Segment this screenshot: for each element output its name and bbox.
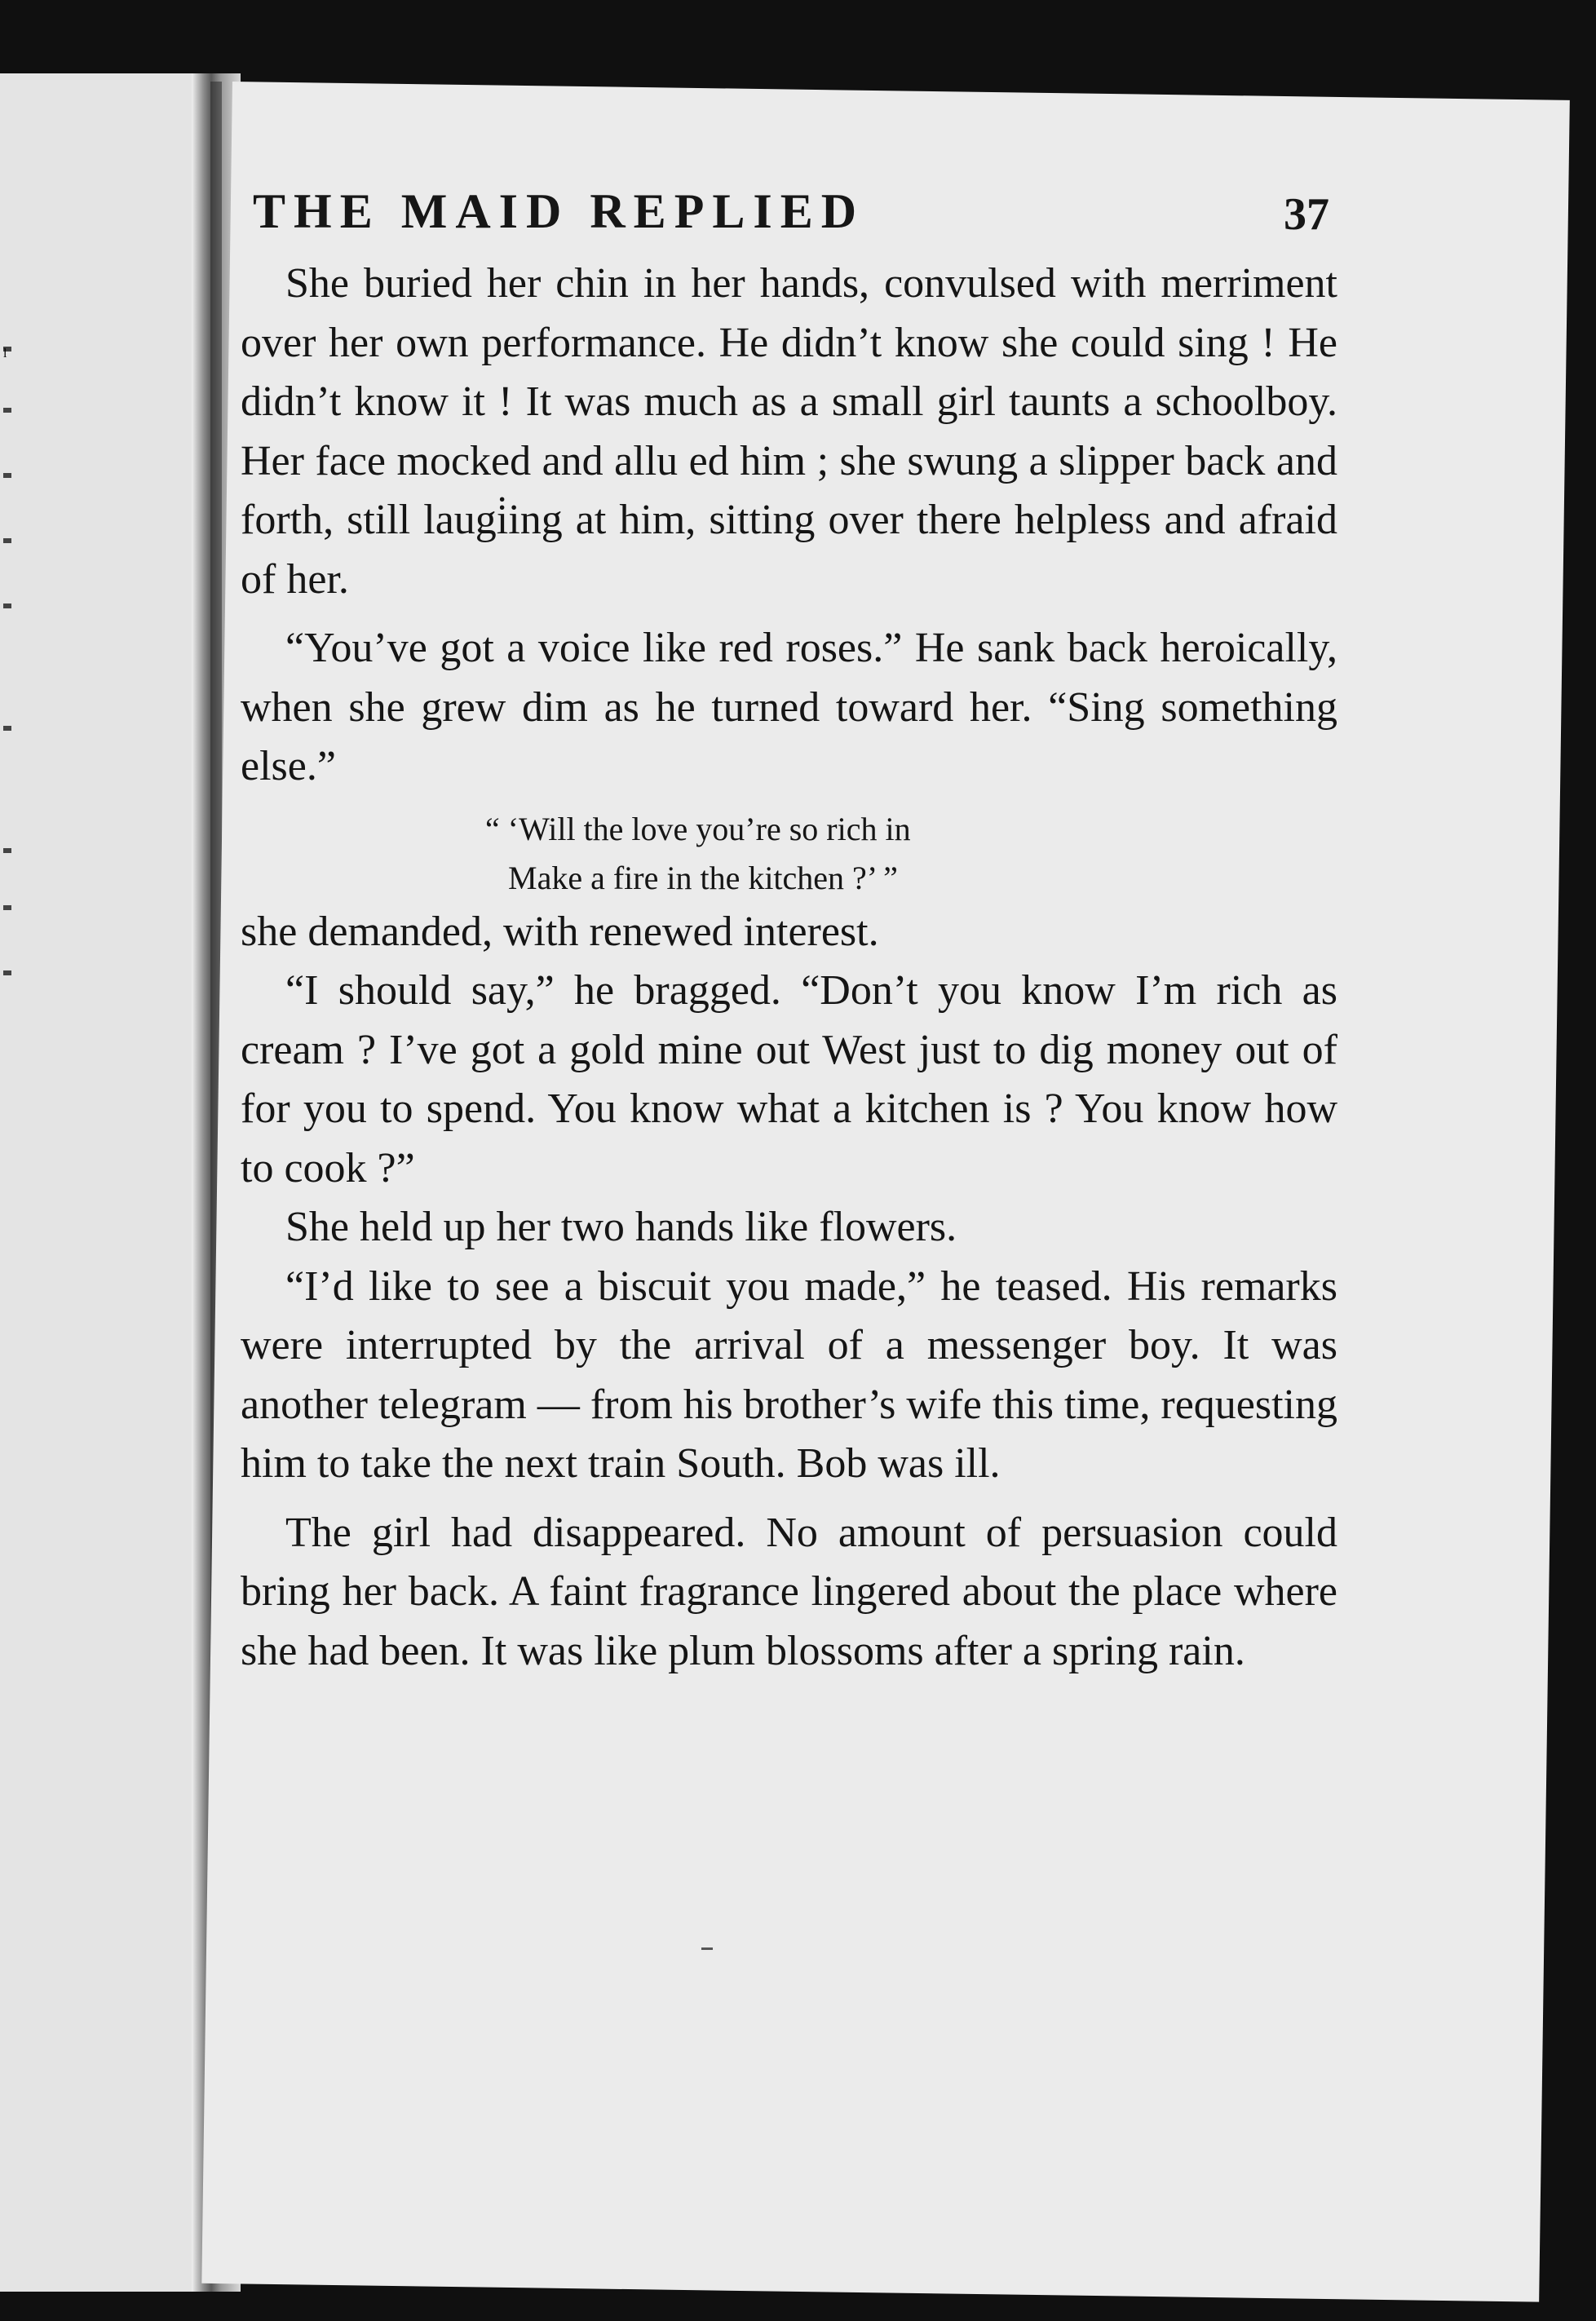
paragraph: The girl had disappeared. No amount of persuasion could bring her back. A faint fragrance lingered about the place where she had been. It was like plum blossoms after a spring rain. xyxy=(241,1509,1337,1674)
left-page-fragment xyxy=(3,473,11,478)
page-number: 37 xyxy=(1284,189,1329,240)
paragraph: “I should say,” he bragged. “Don’t you know I’m rich as cream ? I’ve got a gold mine out West just to dig money out of for you to spend. You know what a kitchen is ? You know how to cook ?” xyxy=(241,967,1337,1191)
left-page-edge xyxy=(0,73,204,2292)
left-page-fragment xyxy=(3,538,11,543)
left-page-fragment xyxy=(3,408,11,413)
paragraph: She held up her two hands like flowers. xyxy=(285,1204,957,1250)
paragraph: “You’ve got a voice like red roses.” He sank back heroically, when she grew dim as he turned toward her. “Sing something else.” xyxy=(241,625,1337,789)
page-body-text xyxy=(241,254,1337,1681)
left-page-fragment xyxy=(3,603,11,608)
running-title: THE MAID REPLIED xyxy=(253,184,865,238)
left-page-fragment xyxy=(3,726,11,731)
paragraph-continuation: she demanded, with renewed interest. xyxy=(241,908,879,955)
left-page-fragment xyxy=(3,905,11,910)
verse-line: Make a fire in the kitchen ?’ ” xyxy=(508,859,898,896)
left-page-fragment xyxy=(3,970,11,975)
left-page-fragment: l xyxy=(3,347,11,351)
paragraph: “I’d like to see a biscuit you made,” he teased. His remarks were interrupted by the arrival of a messenger boy. It was another telegram — from his brother’s wife this time, requesting him to take the next train South. Bob was ill. xyxy=(241,1262,1337,1487)
paragraph: She buried her chin in her hands, convulsed with merriment over her own performance. He didn’t know she could sing ! He didn’t know it ! It was much as a small girl taunts a schoolboy. Her face mocked and allu ed him ; she swung a slipper back and forth, still laugi̇ing at him, sitting over there helpless and afraid of her. xyxy=(241,260,1337,603)
left-page-fragment xyxy=(3,848,11,853)
verse-line: “ ‘Will the love you’re so rich in xyxy=(485,810,911,847)
stray-ink-mark xyxy=(701,1947,713,1950)
song-verse xyxy=(241,805,1337,903)
